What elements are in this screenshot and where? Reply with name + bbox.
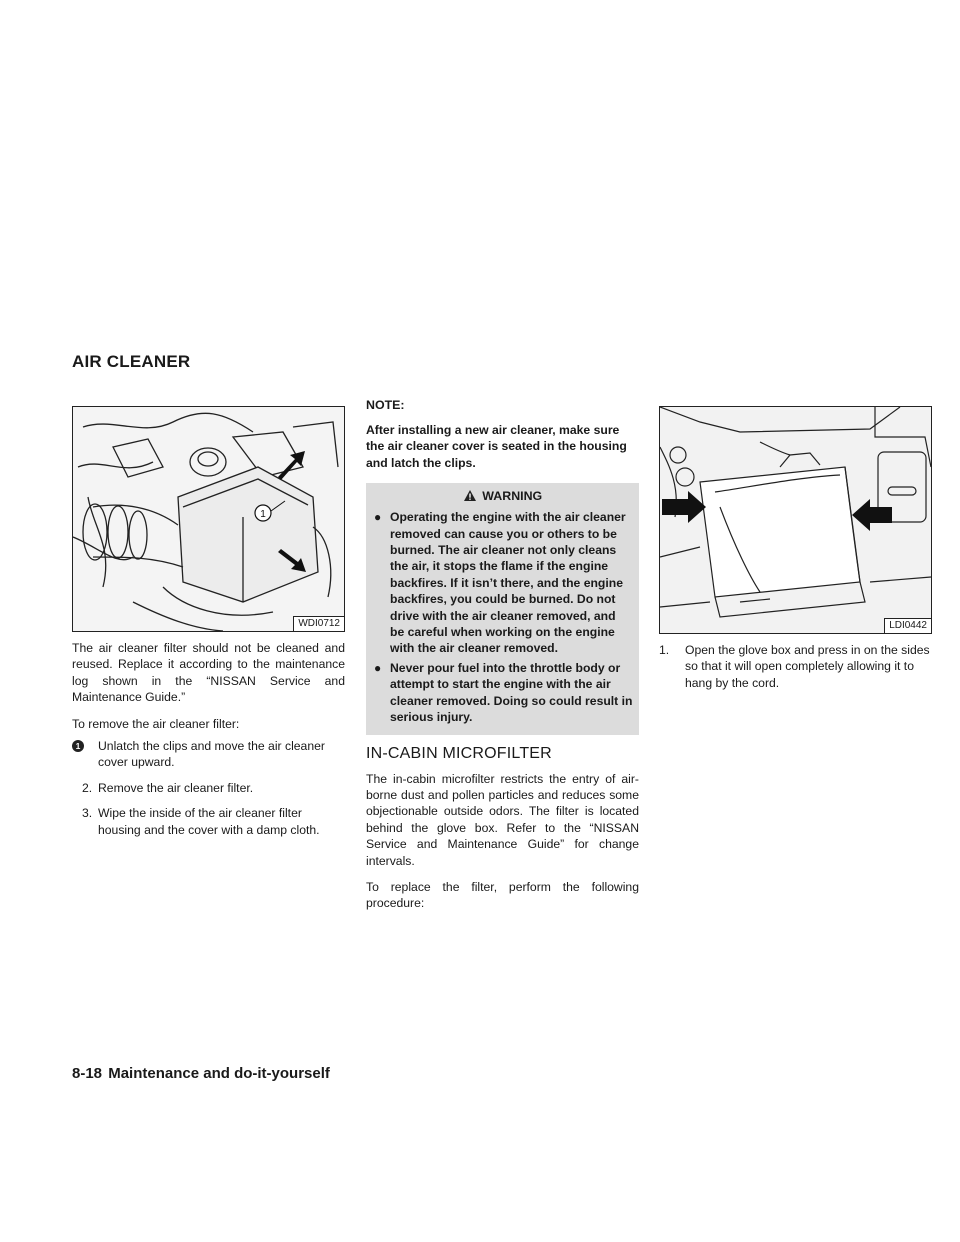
steps-list xyxy=(659,642,932,691)
steps-list xyxy=(72,738,345,838)
paragraph: The in-cabin microfilter restricts the entry of air-borne dust and pollen particles and reduces some objectionable outside odors. The filter is located behind the glove box. Refer to the “NISSAN Service and Maintenance Guide” for change intervals. xyxy=(366,771,639,868)
column-left xyxy=(72,406,345,847)
note-heading: NOTE: xyxy=(366,398,405,412)
warning-item xyxy=(372,509,633,657)
glove-box-illustration xyxy=(660,407,931,633)
page-footer xyxy=(72,1065,330,1082)
step-text: Wipe the inside of the air cleaner filter housing and the cover with a damp cloth. xyxy=(98,806,320,837)
figure-id: LDI0442 xyxy=(884,618,931,633)
paragraph: The air cleaner filter should not be cleaned and reused. Replace it according to the maintenance log shown in the “NISSAN Service and Maintenance Guide.” xyxy=(72,641,345,705)
warning-item xyxy=(372,660,633,726)
warning-text: Operating the engine with the air cleaner removed can cause you or others to be burned. The air cleaner not only cleans the air, it stops the flame if the engine backfires. If it isn’t there, and the engine backfires, you could be burned. Do not drive with the air cleaner removed, and be careful when working on the engine with the air cleaner removed. xyxy=(390,510,626,656)
list-item xyxy=(659,642,932,691)
subsection-heading: IN-CABIN MICROFILTER xyxy=(366,744,552,762)
warning-text: Never pour fuel into the throttle body or attempt to start the engine with the air cleaner removed. Doing so could result in serious injury. xyxy=(390,660,633,725)
page-number: 8-18 xyxy=(72,1065,103,1082)
paragraph: To replace the filter, perform the following procedure: xyxy=(366,879,639,911)
step-text: Remove the air cleaner filter. xyxy=(98,780,254,795)
glove-box-figure xyxy=(659,406,932,634)
step-number: 2. xyxy=(82,780,93,795)
column-middle xyxy=(366,398,639,912)
warning-label: WARNING xyxy=(482,489,543,504)
figure-id: WDI0712 xyxy=(293,616,344,631)
step-text: Unlatch the clips and move the air cleaner cover upward. xyxy=(98,739,325,770)
engine-air-cleaner-figure xyxy=(72,406,345,632)
section-title: AIR CLEANER xyxy=(72,352,191,371)
paragraph: To remove the air cleaner filter: xyxy=(72,716,240,731)
bullet-icon: ● xyxy=(374,660,382,675)
step-text: Open the glove box and press in on the sides so that it will open completely allowing it to hang by the cord. xyxy=(685,643,930,690)
bullet-icon: ● xyxy=(374,510,382,525)
chapter-title: Maintenance and do-it-yourself xyxy=(108,1065,330,1082)
column-right xyxy=(659,406,932,700)
warning-icon xyxy=(463,489,477,502)
callout-number: 1 xyxy=(260,509,266,520)
list-item xyxy=(72,805,345,838)
list-item xyxy=(72,738,345,771)
engine-bay-illustration xyxy=(73,407,344,631)
note-body: After installing a new air cleaner, make sure the air cleaner cover is seated in the housing and latch the clips. xyxy=(366,423,627,470)
step-number-badge: 1 xyxy=(72,740,84,752)
warning-box xyxy=(366,483,639,734)
step-number: 1. xyxy=(659,643,670,657)
list-item xyxy=(72,780,345,796)
warning-title xyxy=(372,489,633,503)
step-number: 3. xyxy=(82,806,93,821)
